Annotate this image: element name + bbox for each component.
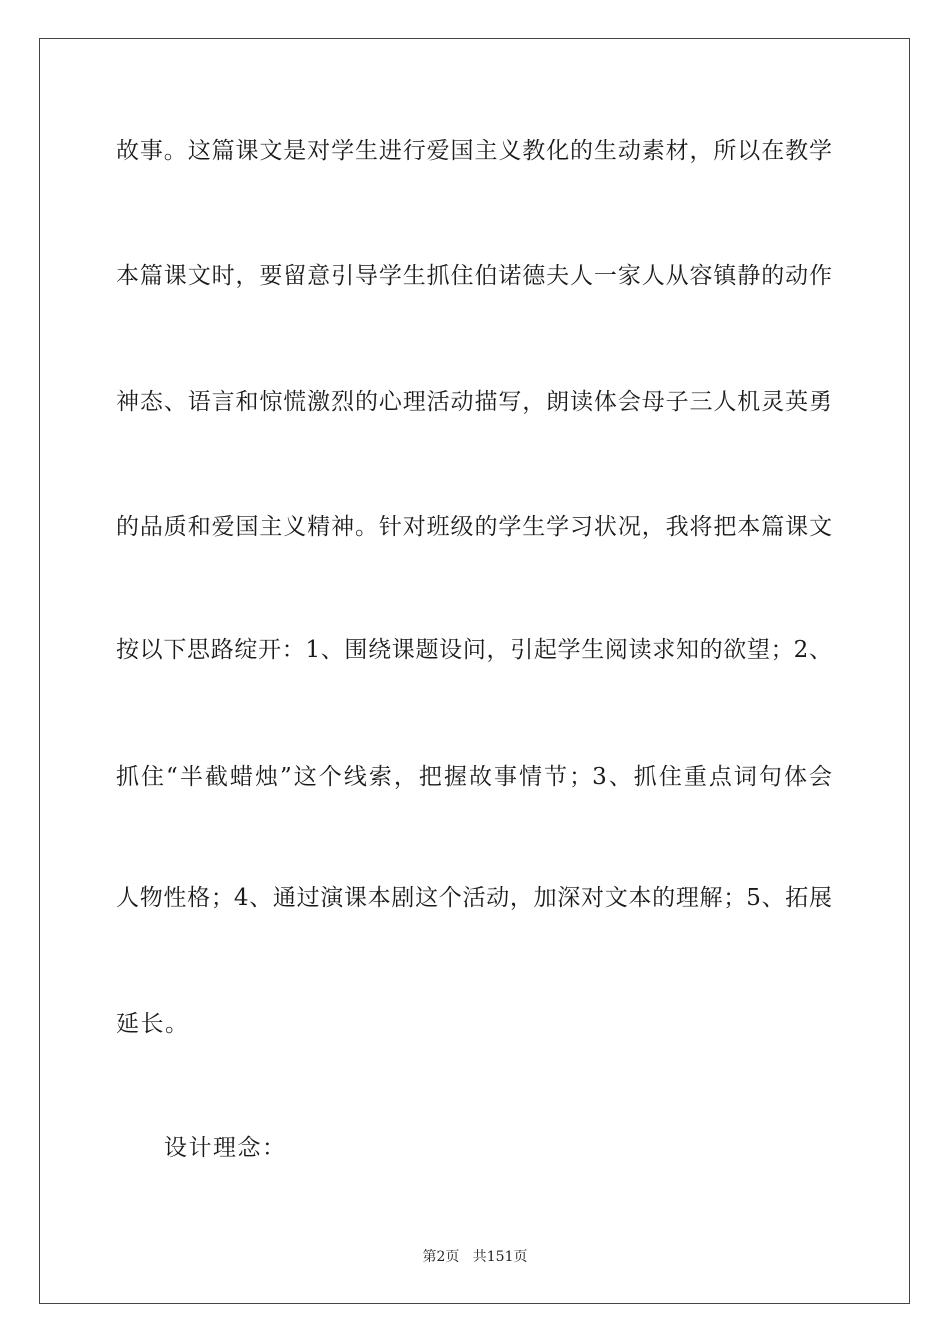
- section-heading: 设计理念：: [164, 1135, 287, 1161]
- paragraph-line-7: 人物性格；4、通过演课本剧这个活动，加深对文本的理解；5、拓展: [116, 885, 832, 911]
- page-border: [39, 38, 910, 1304]
- paragraph-line-6: 抓住“半截蜡烛”这个线索，把握故事情节；3、抓住重点词句体会: [116, 764, 832, 790]
- paragraph-line-5: 按以下思路绽开：1、围绕课题设问，引起学生阅读求知的欲望；2、: [116, 637, 832, 663]
- paragraph-line-4: 的品质和爱国主义精神。针对班级的学生学习状况，我将把本篇课文: [116, 514, 832, 540]
- page-footer: [0, 1248, 950, 1266]
- paragraph-line-3: 神态、语言和惊慌激烈的心理活动描写，朗读体会母子三人机灵英勇: [116, 389, 832, 415]
- paragraph-line-2: 本篇课文时，要留意引导学生抓住伯诺德夫人一家人从容镇静的动作: [116, 263, 832, 289]
- page-number: 第2页: [422, 1249, 460, 1265]
- page-total: 共151页: [472, 1249, 528, 1265]
- paragraph-line-8: 延长。: [116, 1011, 190, 1037]
- paragraph-line-1: 故事。这篇课文是对学生进行爱国主义教化的生动素材，所以在教学: [116, 138, 832, 164]
